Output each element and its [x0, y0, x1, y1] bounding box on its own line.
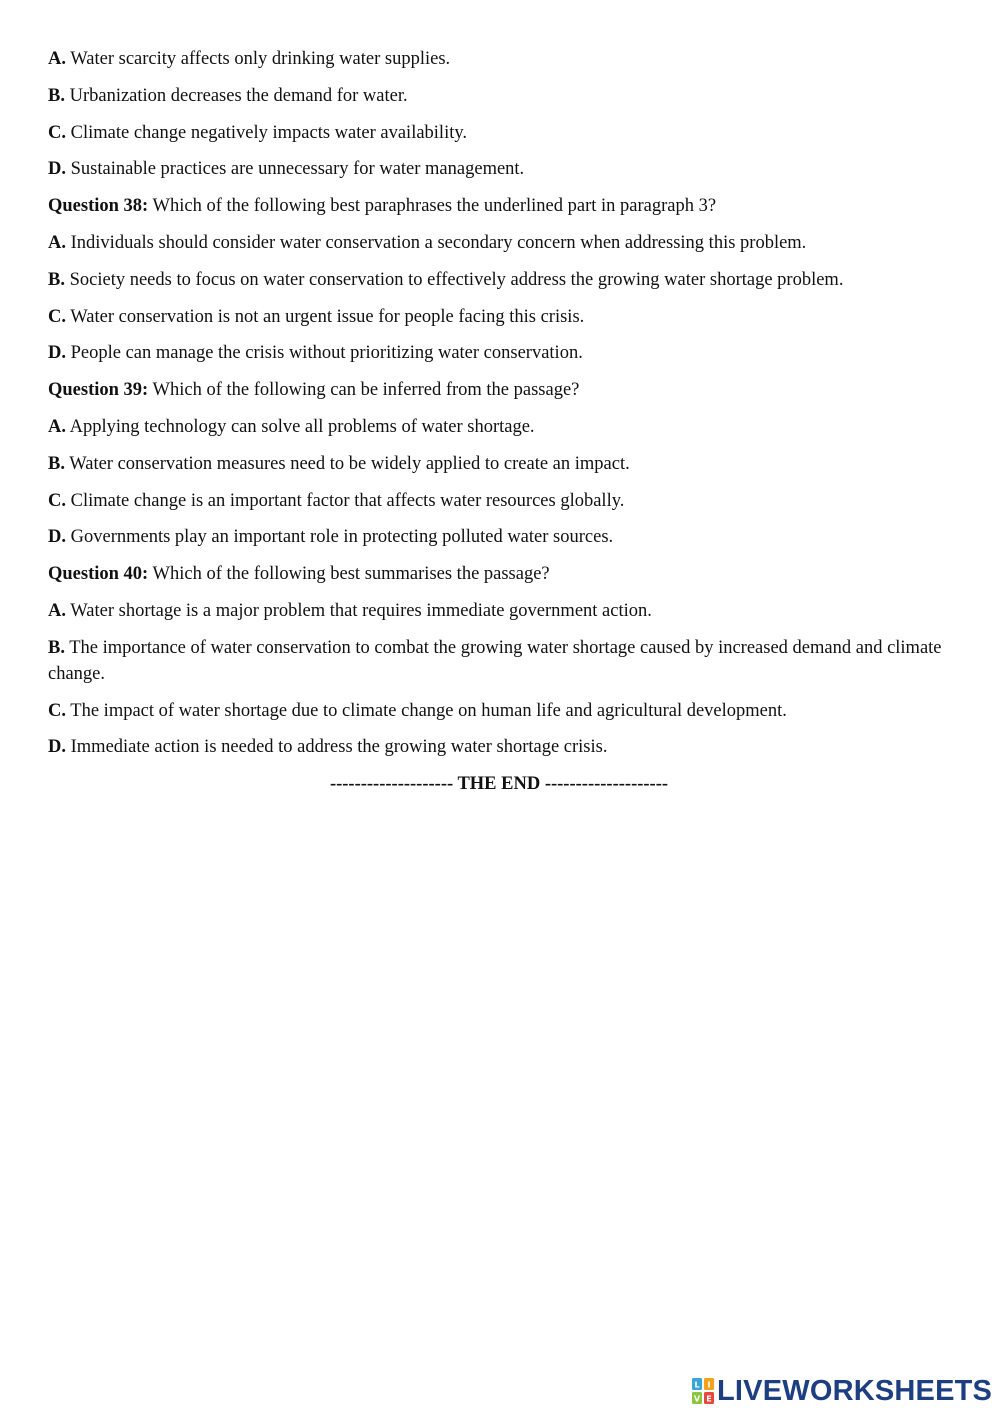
option-text: Water shortage is a major problem that requires immediate government action. [66, 600, 652, 621]
option-label: D. [48, 527, 66, 548]
option-text: The importance of water conservation to combat the growing water shortage caused by increased demand and climate change. [48, 637, 942, 684]
the-end-divider: -------------------- THE END -------------------- [329, 774, 669, 795]
option-text: People can manage the crisis without prioritizing water conservation. [66, 343, 583, 364]
option-label: B. [48, 637, 65, 658]
option-text: Climate change negatively impacts water availability. [66, 122, 468, 143]
question-label: Question 40: [48, 564, 149, 585]
question-text: Which of the following can be inferred from the passage? [148, 380, 580, 401]
option-label: C. [48, 490, 66, 511]
question-label: Question 39: [48, 380, 149, 401]
option-label: A. [48, 49, 66, 69]
option-label: C. [48, 122, 66, 143]
svg-text:V: V [693, 1394, 701, 1404]
question-text: Which of the following best summarises the passage? [148, 564, 550, 585]
question-40 [48, 561, 958, 587]
svg-text:E: E [706, 1394, 712, 1404]
liveworksheets-logo-text: LIVEWORKSHEETS [717, 1375, 993, 1407]
q38-option-a [48, 230, 958, 256]
option-text: Immediate action is needed to address the growing water shortage crisis. [66, 737, 608, 758]
option-label: A. [48, 232, 66, 253]
q39-option-d [48, 524, 958, 550]
option-text: Governments play an important role in protecting polluted water sources. [66, 527, 614, 548]
option-text: Water conservation measures need to be widely applied to create an impact. [64, 453, 630, 474]
worksheet-page [48, 46, 958, 808]
option-label: B. [48, 453, 65, 474]
question-39 [48, 377, 958, 403]
q40-option-c [48, 698, 958, 724]
option-text: Water conservation is not an urgent issue for people facing this crisis. [66, 306, 585, 327]
option-text: Water scarcity affects only drinking water supplies. [66, 49, 451, 69]
svg-text:L: L [694, 1380, 700, 1390]
option-label: A. [48, 416, 66, 437]
q39-option-a [48, 414, 958, 440]
option-text: Sustainable practices are unnecessary for water management. [66, 159, 525, 180]
liveworksheets-logo-icon [692, 1378, 714, 1404]
liveworksheets-logo [692, 1374, 992, 1408]
option-text: Climate change is an important factor that affects water resources globally. [66, 490, 625, 511]
option-label: D. [48, 737, 66, 758]
option-text: Society needs to focus on water conservation to effectively address the growing water shortage problem. [64, 269, 844, 290]
option-text: The impact of water shortage due to climate change on human life and agricultural development. [66, 700, 787, 721]
q38-option-c [48, 304, 958, 330]
q40-option-b [48, 635, 958, 687]
question-label: Question 38: [48, 196, 149, 217]
q37-option-d [48, 156, 958, 182]
option-label: A. [48, 600, 66, 621]
option-label: B. [48, 85, 65, 106]
option-label: D. [48, 343, 66, 364]
option-text: Individuals should consider water conservation a secondary concern when addressing this problem. [66, 232, 807, 253]
question-38 [48, 193, 958, 219]
q40-option-d [48, 734, 958, 760]
q38-option-b [48, 267, 958, 293]
q39-option-c [48, 488, 958, 514]
option-label: C. [48, 700, 66, 721]
option-label: C. [48, 306, 66, 327]
question-text: Which of the following best paraphrases the underlined part in paragraph 3? [148, 196, 717, 217]
option-label: D. [48, 159, 66, 180]
q38-option-d [48, 340, 958, 366]
option-text: Applying technology can solve all problems of water shortage. [66, 416, 535, 437]
option-text: Urbanization decreases the demand for water. [64, 85, 408, 106]
q40-option-a [48, 598, 958, 624]
q37-option-b [48, 83, 958, 109]
q37-option-c [48, 120, 958, 146]
option-label: B. [48, 269, 65, 290]
q39-option-b [48, 451, 958, 477]
q37-option-a [48, 46, 958, 72]
svg-text:I: I [707, 1380, 711, 1390]
